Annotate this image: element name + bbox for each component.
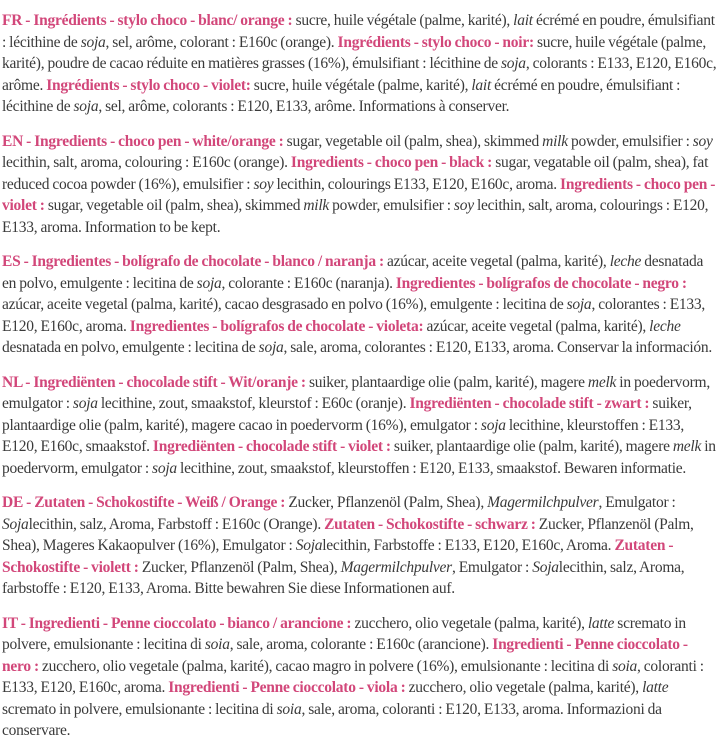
- body-text-run: lecithin, Farbstoffe : E133, E120, E160c, Aroma.: [322, 537, 615, 554]
- section-header-run: Ingredientes - bolígrafos de chocolate - negro :: [395, 274, 687, 292]
- ingredients-section-it: [2, 613, 718, 742]
- ingredients-section-es: [2, 251, 718, 359]
- allergen-italic-run: soia: [276, 700, 302, 718]
- body-text-run: écrémé en poudre, émulsifiant : lécithine de: [2, 12, 715, 51]
- body-text-run: scremato in polvere, emulsionante : lecitina di: [2, 700, 277, 718]
- section-header-run: Ingredients - choco pen - violet :: [2, 175, 716, 214]
- allergen-italic-run: soia: [204, 636, 230, 653]
- ingredients-section-nl: [2, 372, 718, 480]
- body-text-run: , sel, arôme, colorants : E120, E133, arôme. Informations à conserver.: [98, 98, 510, 115]
- allergen-italic-run: melk: [587, 373, 617, 391]
- body-text-run: desnatada en polvo, emulgente : lecitina de: [2, 339, 259, 356]
- body-text-run: zucchero, olio vegetale (palma, karité),: [354, 614, 588, 632]
- allergen-italic-run: Magermilchpulver: [340, 558, 452, 576]
- body-text-run: lecithin, salt, aroma, colouring : E160c (orange).: [2, 154, 291, 171]
- allergen-italic-run: melk: [672, 438, 702, 455]
- body-text-run: lecithin, salt, aroma, colourings : E120, E133, aroma. Information to be kept.: [2, 197, 709, 236]
- body-text-run: desnatada en polvo, emulgente : lecitina de: [2, 253, 704, 292]
- section-header-run: Ingredientes - bolígrafos de chocolate - violeta:: [129, 317, 427, 335]
- section-header-run: Ingrediënten - chocolade stift - violet :: [152, 438, 394, 455]
- body-text-run: powder, emulsifier :: [567, 132, 693, 150]
- section-header-run: Ingredients - choco pen - black :: [290, 154, 496, 171]
- body-text-run: , sale, aroma, colorantes : E120, E133, aroma. Conservar la información.: [283, 339, 713, 356]
- body-text-run: scremato in polvere, emulsionante : lecitina di: [2, 614, 686, 653]
- section-header-run: Ingrediënten - chocolade stift - zwart :: [409, 395, 653, 412]
- allergen-italic-run: soja: [500, 55, 526, 72]
- section-header-run: Zutaten - Schokostifte - schwarz :: [324, 515, 539, 533]
- body-text-run: , coloranti : E133, E120, E160c, aroma.: [2, 657, 704, 696]
- allergen-italic-run: soja: [73, 98, 99, 115]
- body-text-run: azúcar, aceite vegetal (palma, karité),: [426, 317, 650, 335]
- allergen-italic-run: soy: [692, 132, 713, 150]
- allergen-italic-run: leche: [609, 253, 642, 270]
- allergen-italic-run: Magermilchpulver: [487, 494, 599, 511]
- body-text-run: écrémé en poudre, émulsifiant : lécithine de: [2, 76, 681, 115]
- allergen-italic-run: soja: [80, 33, 106, 51]
- body-text-run: in poedervorm, emulgator :: [2, 373, 710, 412]
- ingredients-section-en: [2, 131, 718, 239]
- body-text-run: , colorantes : E133, E120, E160c, aroma.: [2, 296, 706, 335]
- section-header-run: ES - Ingredientes - bolígrafo de chocolate - blanco / naranja :: [2, 253, 388, 270]
- body-text-run: , sale, aroma, colorante : E160c (arancione).: [229, 636, 493, 653]
- allergen-italic-run: soja: [196, 274, 222, 292]
- body-text-run: , Emulgator :: [598, 494, 676, 511]
- section-header-run: FR - Ingrédients - stylo choco - blanc/ orange :: [2, 12, 296, 29]
- body-text-run: Zucker, Pflanzenöl (Palm, Shea), Mageres Kakaopulver (16%), Emulgator :: [2, 515, 694, 554]
- allergen-italic-run: soja: [480, 416, 506, 434]
- allergen-italic-run: milk: [542, 132, 568, 150]
- body-text-run: suiker, plantaardige olie (palm, karité), magere cacao in poedervorm (16%), emulgator :: [2, 395, 692, 434]
- body-text-run: powder, emulsifier :: [329, 197, 454, 214]
- allergen-italic-run: lait: [513, 12, 533, 29]
- body-text-run: lecithine, zout, smaakstof, kleurstof : E60c (oranje).: [97, 395, 410, 412]
- body-text-run: , sale, aroma, coloranti : E120, E133, aroma. Informazioni da conservare.: [2, 700, 662, 739]
- body-text-run: azúcar, aceite vegetal (palma, karité),: [387, 253, 610, 270]
- section-header-run: Ingredienti - Penne cioccolato - viola :: [168, 679, 409, 696]
- body-text-run: , colorante : E160c (naranja).: [221, 274, 396, 292]
- allergen-italic-run: soja: [258, 339, 284, 356]
- allergen-italic-run: soy: [253, 175, 274, 193]
- allergen-italic-run: milk: [303, 197, 330, 214]
- body-text-run: azúcar, aceite vegetal (palma, karité), cacao desgrasado en polvo (16%), emulgente : lecitina de: [2, 296, 567, 313]
- body-text-run: suiker, plantaardige olie (palm, karité), magere: [393, 438, 673, 455]
- body-text-run: lecithin, salz, Aroma, Farbstoff : E160c (Orange).: [28, 515, 325, 533]
- body-text-run: zucchero, olio vegetale (palma, karité), cacao magro in polvere (16%), emulsionante : lecitina di: [42, 657, 613, 675]
- allergen-italic-run: soja: [152, 459, 177, 477]
- body-text-run: , sel, arôme, colorant : E160c (orange).: [105, 33, 338, 51]
- body-text-run: , colorants : E133, E120, E160c, arôme.: [2, 55, 717, 94]
- allergen-italic-run: lait: [471, 76, 492, 94]
- body-text-run: sucre, huile végétale (palme, karité), poudre de cacao réduite en matières grasses (16%), émulsifiant : lécithine de: [2, 33, 706, 72]
- body-text-run: sucre, huile végétale (palme, karité),: [295, 12, 514, 29]
- section-header-run: Ingredienti - Penne cioccolato - nero :: [2, 636, 688, 675]
- section-header-run: Ingrédients - stylo choco - noir:: [337, 33, 537, 51]
- body-text-run: Zucker, Pflanzenöl (Palm, Shea),: [288, 494, 488, 511]
- allergen-italic-run: soy: [453, 197, 474, 214]
- section-header-run: NL - Ingrediënten - chocolade stift - Wit/oranje :: [2, 373, 309, 391]
- allergen-italic-run: leche: [649, 317, 681, 335]
- section-header-run: EN - Ingredients - choco pen - white/orange :: [2, 132, 287, 150]
- body-text-run: lecithin, salz, Aroma, farbstoffe : E120, E133, Aroma. Bitte bewahren Sie diese Informationen auf.: [2, 558, 685, 597]
- allergen-italic-run: latte: [587, 614, 615, 632]
- ingredients-section-fr: [2, 10, 718, 118]
- body-text-run: lecithine, zout, smaakstof, kleurstoffen : E120, E133, smaakstof. Bewaren informatie.: [176, 459, 687, 477]
- allergen-italic-run: soia: [612, 657, 638, 675]
- body-text-run: zucchero, olio vegetale (palma, karité),: [408, 679, 643, 696]
- section-header-run: Ingrédients - stylo choco - violet:: [46, 76, 254, 94]
- section-header-run: Zutaten - Schokostifte - violett :: [2, 537, 674, 576]
- body-text-run: lecithine, kleurstoffen : E133, E120, E160c, smaakstof.: [2, 416, 684, 455]
- allergen-italic-run: latte: [642, 679, 669, 696]
- body-text-run: sugar, vegatable oil (palm, shea), fat reduced cocoa powder (16%), emulsifier :: [2, 154, 709, 193]
- allergen-italic-run: soja: [566, 296, 592, 313]
- body-text-run: lecithin, colourings E133, E120, E160c, aroma.: [273, 175, 561, 193]
- allergen-italic-run: Soja: [2, 515, 29, 533]
- section-header-run: DE - Zutaten - Schokostifte - Weiß / Orange :: [2, 494, 289, 511]
- allergen-italic-run: Soja: [532, 558, 559, 576]
- body-text-run: , Emulgator :: [451, 558, 533, 576]
- body-text-run: in poedervorm, emulgator :: [2, 438, 716, 477]
- body-text-run: sugar, vegetable oil (palm, shea), skimmed: [47, 197, 304, 214]
- body-text-run: Zucker, Pflanzenöl (Palm, Shea),: [141, 558, 341, 576]
- section-header-run: IT - Ingredienti - Penne cioccolato - bianco / arancione :: [2, 614, 355, 632]
- body-text-run: sucre, huile végétale (palme, karité),: [253, 76, 472, 94]
- body-text-run: suiker, plantaardige olie (palm, karité), magere: [308, 373, 588, 391]
- body-text-run: sugar, vegetable oil (palm, shea), skimmed: [286, 132, 543, 150]
- allergen-italic-run: Soja: [295, 537, 323, 554]
- allergen-italic-run: soja: [72, 395, 98, 412]
- ingredients-section-de: [2, 492, 718, 600]
